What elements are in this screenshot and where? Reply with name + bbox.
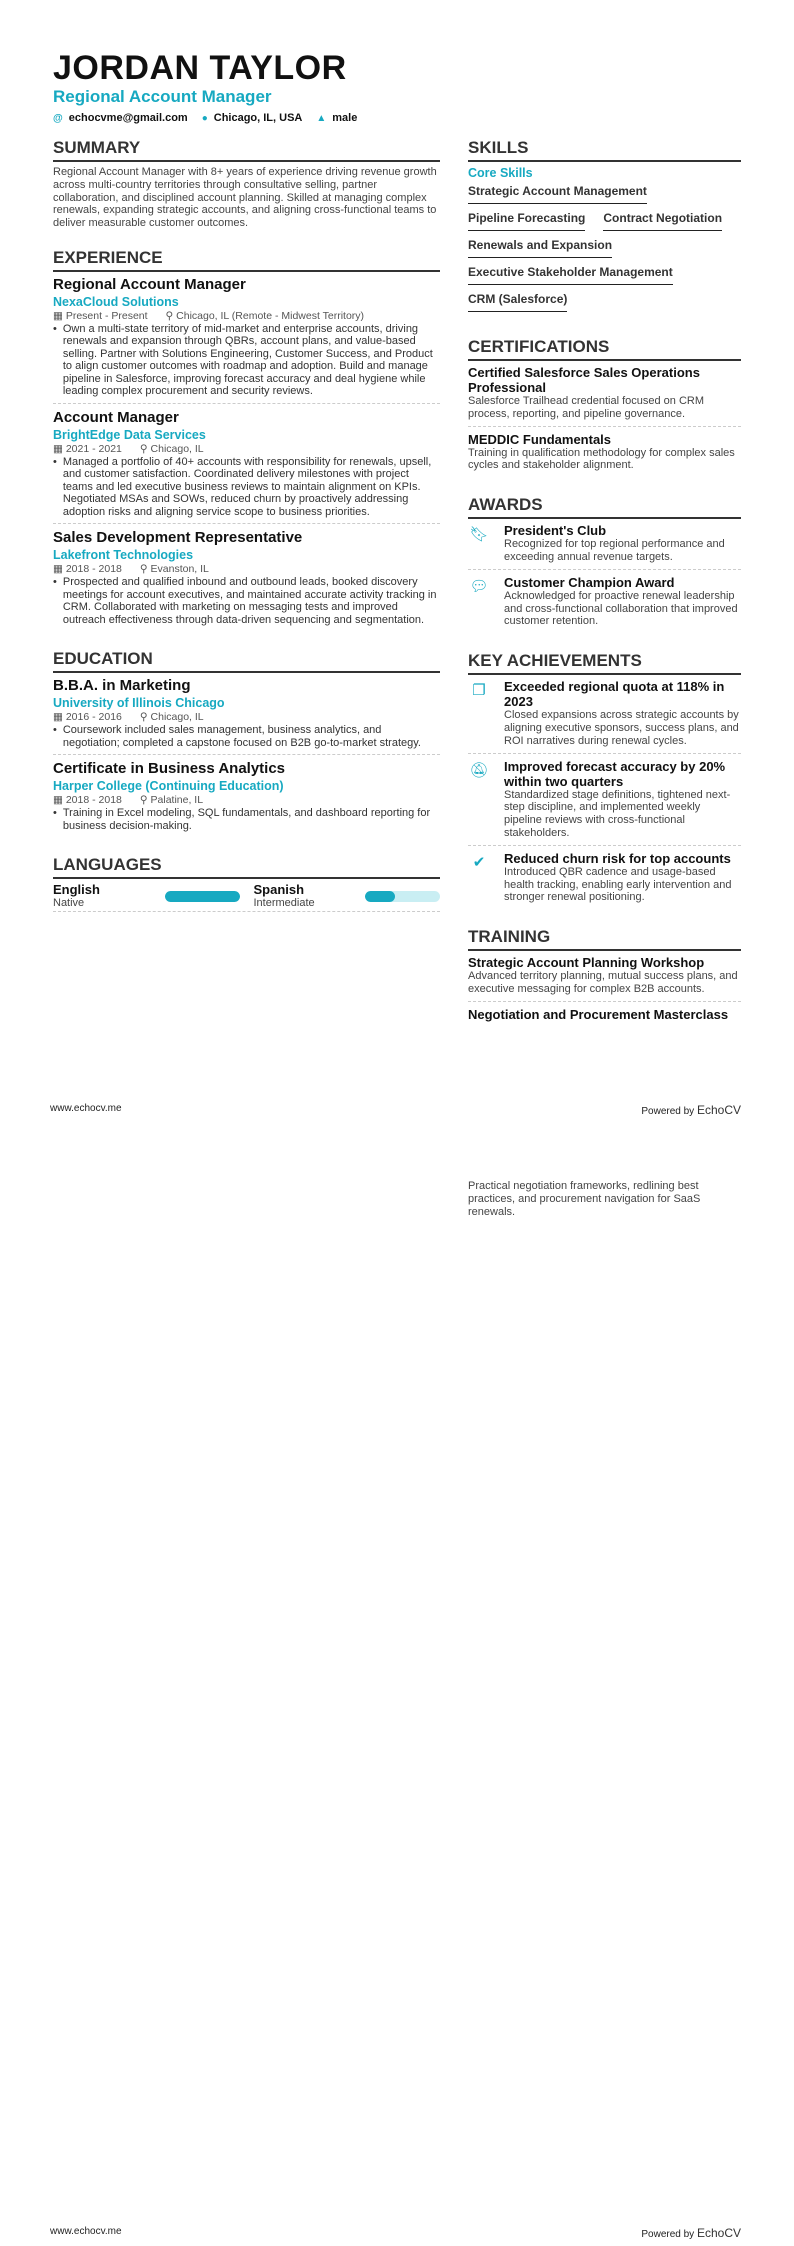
location: Chicago, IL [150, 711, 204, 724]
training-desc: Advanced territory planning, mutual success plans, and executive messaging for complex B2B accounts. [468, 970, 738, 995]
proficiency-bar [165, 891, 240, 902]
candidate-title: Regional Account Manager [53, 87, 272, 106]
skill-tag: Renewals and Expansion [468, 238, 612, 258]
experience-item: Sales Development Representative Lakefront Technologies ▦ 2018 - 2018 ⚲ Evanston, IL • Prospected and qualified inbound and outbound leads, booked discovery meetings for account executives, and maintained accurate activity tracking in CRM. Collaborated with marketing on messaging tests and improved outreach effectiveness through data-driven sequencing and segmentation. [53, 529, 440, 631]
degree: B.B.A. in Marketing [53, 677, 191, 695]
job-title: Sales Development Representative [53, 529, 303, 547]
skill-tag: Contract Negotiation [603, 211, 722, 231]
bullet: Training in Excel modeling, SQL fundamentals, and dashboard reporting for business decision-making. [62, 807, 431, 832]
training-title: Negotiation and Procurement Masterclass [468, 1006, 729, 1022]
award-desc: Recognized for top regional performance and exceeding annual revenue targets. [504, 538, 725, 563]
dates: 2018 - 2018 [65, 794, 122, 807]
person-icon: ▲ [316, 112, 327, 124]
section-heading: AWARDS [468, 495, 741, 519]
section-heading: SKILLS [468, 138, 741, 162]
page-footer [50, 1103, 741, 1117]
dates: 2021 - 2021 [65, 442, 122, 455]
location-pin-icon: ⚲ [139, 442, 151, 455]
language-level: Native [53, 897, 85, 910]
check-circle-icon: ✔ [472, 853, 486, 871]
footer-site-link[interactable]: www.echocv.me [50, 2226, 122, 2237]
footer-site-link[interactable]: www.echocv.me [50, 1103, 122, 1114]
certification-title: MEDDIC Fundamentals [468, 431, 612, 447]
achievement-title: Exceeded regional quota at 118% in 2023 [504, 679, 725, 710]
language-item [254, 883, 441, 909]
language-name: Spanish [253, 882, 305, 898]
language-level: Intermediate [253, 897, 315, 910]
company: BrightEdge Data Services [53, 427, 206, 442]
contact-row [53, 112, 357, 124]
degree: Certificate in Business Analytics [53, 760, 286, 778]
calendar-icon: ▦ [53, 309, 66, 322]
brand-link[interactable]: EchoCV [696, 1103, 741, 1117]
bullet: Prospected and qualified inbound and outbound leads, booked discovery meetings for account executives, and maintained accurate activity tracking in CRM. Collaborated with marketing on messaging tests and improved outreach effectiveness through data-driven sequencing and segmentation. [62, 576, 437, 626]
section-heading: EXPERIENCE [53, 248, 440, 272]
certification-desc: Salesforce Trailhead credential focused on CRM process, reporting, and pipeline governance. [468, 395, 705, 420]
dates: 2016 - 2016 [65, 711, 122, 724]
bullet: Managed a portfolio of 40+ accounts with responsibility for renewals, upsell, and customer satisfaction. Coordinated delivery milestones with project teams and led executive business reviews to maintain alignment on KPIs. Negotiated MSAs and SOWs, reduced churn by proactively addressing adoption risks and aligning service scope to business priorities. [62, 455, 432, 518]
location: Palatine, IL [150, 794, 204, 807]
achievement-title: Improved forecast accuracy by 20% within two quarters [504, 758, 726, 789]
section-heading: TRAINING [468, 927, 741, 951]
bullet: Own a multi-state territory of mid-market and enterprise accounts, driving renewals and expansion through QBRs, account plans, and value-based selling. Partner with Solutions Engineering, Customer Success, and Product to align customer outcomes with roadmap and adoption. Build and manage pipeline in Salesforce, improving forecast accuracy and deal hygiene while leading complex procurement and security reviews. [62, 322, 433, 398]
powered-by: Powered by [641, 2229, 695, 2240]
calendar-icon: ▦ [53, 563, 66, 576]
experience-section [53, 248, 440, 632]
education-item: Certificate in Business Analytics Harper College (Continuing Education) ▦ 2018 - 2018 ⚲ Palatine, IL • Training in Excel modeling, SQL fundamentals, and dashboard reporting for business decision-making. [53, 760, 440, 837]
calendar-icon: ▦ [53, 711, 66, 724]
dates: 2018 - 2018 [65, 563, 122, 576]
location-pin-icon: ● [201, 112, 208, 124]
section-heading: CERTIFICATIONS [468, 337, 741, 361]
education-item: B.B.A. in Marketing University of Illinois Chicago ▦ 2016 - 2016 ⚲ Chicago, IL • Coursework included sales management, business analytics, and negotiation; completed a capstone focused on B2B go-to-market strategy. [53, 677, 440, 755]
location-pin-icon: ⚲ [139, 711, 151, 724]
section-heading: LANGUAGES [53, 855, 440, 879]
location: Evanston, IL [150, 563, 209, 576]
school: Harper College (Continuing Education) [53, 779, 284, 794]
section-heading: EDUCATION [53, 649, 440, 673]
languages-section [53, 855, 440, 912]
award-desc: Acknowledged for proactive renewal leadership and cross-functional collaboration that improved customer retention. [504, 589, 738, 628]
training-section [468, 927, 741, 1027]
achievement-desc: Closed expansions across strategic accounts by aligning executive sponsors, success plans, and ROI narratives during renewal cycles. [504, 709, 739, 747]
achievement-desc: Standardized stage definitions, tightened next-step discipline, and implemented weekly pipeline reviews with cross-functional stakeholders. [504, 788, 731, 839]
page-footer [50, 2226, 741, 2240]
proficiency-fill [365, 891, 395, 902]
language-name: English [53, 882, 100, 898]
certification-title: Certified Salesforce Sales Operations Professional [468, 365, 700, 395]
summary-text: Regional Account Manager with 8+ years of experience driving revenue growth across multi-country territories through consultative selling, partner collaboration, and disciplined account planning. Skilled at managing complex renewals, expanding strategic accounts, and aligning cross-functional teams to deliver measurable customer outcomes. [53, 166, 437, 230]
proficiency-fill [165, 891, 240, 902]
section-heading: SUMMARY [53, 138, 440, 162]
education-section [53, 649, 440, 837]
gender: male [332, 112, 358, 124]
job-title: Account Manager [53, 408, 179, 426]
chat-icon: 💬︎ [469, 577, 489, 595]
language-item [53, 883, 240, 909]
training-desc: Practical negotiation frameworks, redlining best practices, and procurement navigation for SaaS renewals. [468, 1180, 701, 1218]
experience-item: Regional Account Manager NexaCloud Solutions ▦ Present - Present ⚲ Chicago, IL (Remote - Midwest Territory) • Own a multi-state territory of mid-market and enterprise accounts, driving renewals and expansion through QBRs, account plans, and value-based selling. Partner with Solutions Engineering, Customer Success, and Product to align customer outcomes with roadmap and adoption. Build and manage pipeline in Salesforce, improving forecast accuracy and deal hygiene while leading complex procurement and security reviews. [53, 276, 440, 404]
award-title: President's Club [504, 523, 607, 539]
resume-header [53, 50, 357, 124]
location: Chicago, IL (Remote - Midwest Territory) [176, 309, 365, 322]
bookmark-icon: 🔖︎ [469, 526, 489, 544]
calendar-icon: ▦ [53, 442, 66, 455]
dates: Present - Present [65, 309, 148, 322]
skill-group-title: Core Skills [468, 166, 533, 180]
summary-section [53, 138, 440, 230]
training-title: Strategic Account Planning Workshop [468, 955, 705, 971]
skill-tag: CRM (Salesforce) [468, 292, 567, 312]
left-column [53, 138, 440, 930]
certification-desc: Training in qualification methodology for complex sales cycles and stakeholder alignment. [468, 446, 735, 472]
candidate-name: JORDAN TAYLOR [53, 49, 347, 87]
achievement-desc: Introduced QBR cadence and usage-based health tracking, enabling early intervention and stronger renewal positioning. [504, 865, 732, 904]
bullet: Coursework included sales management, business analytics, and negotiation; completed a capstone focused on B2B go-to-market strategy. [62, 724, 421, 749]
skill-tag: Strategic Account Management [468, 184, 647, 204]
skill-tag: Executive Stakeholder Management [468, 265, 673, 285]
at-icon: @ [53, 112, 63, 124]
company: Lakefront Technologies [53, 548, 194, 563]
achievements-section [468, 651, 741, 909]
resume-page-2 [0, 1123, 794, 2246]
location-pin-icon: ⚲ [165, 309, 177, 322]
certifications-section [468, 337, 741, 477]
brand-link[interactable]: EchoCV [696, 2226, 741, 2240]
files-icon: ❐ [472, 682, 486, 700]
email[interactable]: echocvme@gmail.com [68, 112, 188, 124]
right-column [468, 138, 741, 1045]
location: Chicago, IL, USA [213, 112, 303, 124]
proficiency-bar [365, 891, 440, 902]
powered-by: Powered by [641, 1106, 695, 1117]
skill-tag: Pipeline Forecasting [468, 211, 585, 231]
experience-item: Account Manager BrightEdge Data Services ▦ 2021 - 2021 ⚲ Chicago, IL • Managed a portfolio of 40+ accounts with responsibility for renewals, upsell, and customer satisfaction. Coordinated delivery milestones with project teams and led executive business reviews to maintain alignment on KPIs. Negotiated MSAs and SOWs, reduced churn by proactively addressing adoption risks and aligning service scope to business priorities. [53, 409, 440, 525]
award-title: Customer Champion Award [504, 574, 675, 590]
skills-section [468, 138, 741, 319]
location-pin-icon: ⚲ [139, 563, 151, 576]
job-title: Regional Account Manager [53, 275, 246, 293]
section-heading: KEY ACHIEVEMENTS [468, 651, 741, 675]
school: University of Illinois Chicago [53, 696, 225, 711]
bell-off-icon: 🔕︎ [469, 761, 489, 779]
location: Chicago, IL [150, 442, 204, 455]
location-pin-icon: ⚲ [139, 794, 151, 807]
calendar-icon: ▦ [53, 794, 66, 807]
company: NexaCloud Solutions [53, 294, 179, 309]
achievement-title: Reduced churn risk for top accounts [504, 850, 731, 866]
awards-section [468, 495, 741, 633]
